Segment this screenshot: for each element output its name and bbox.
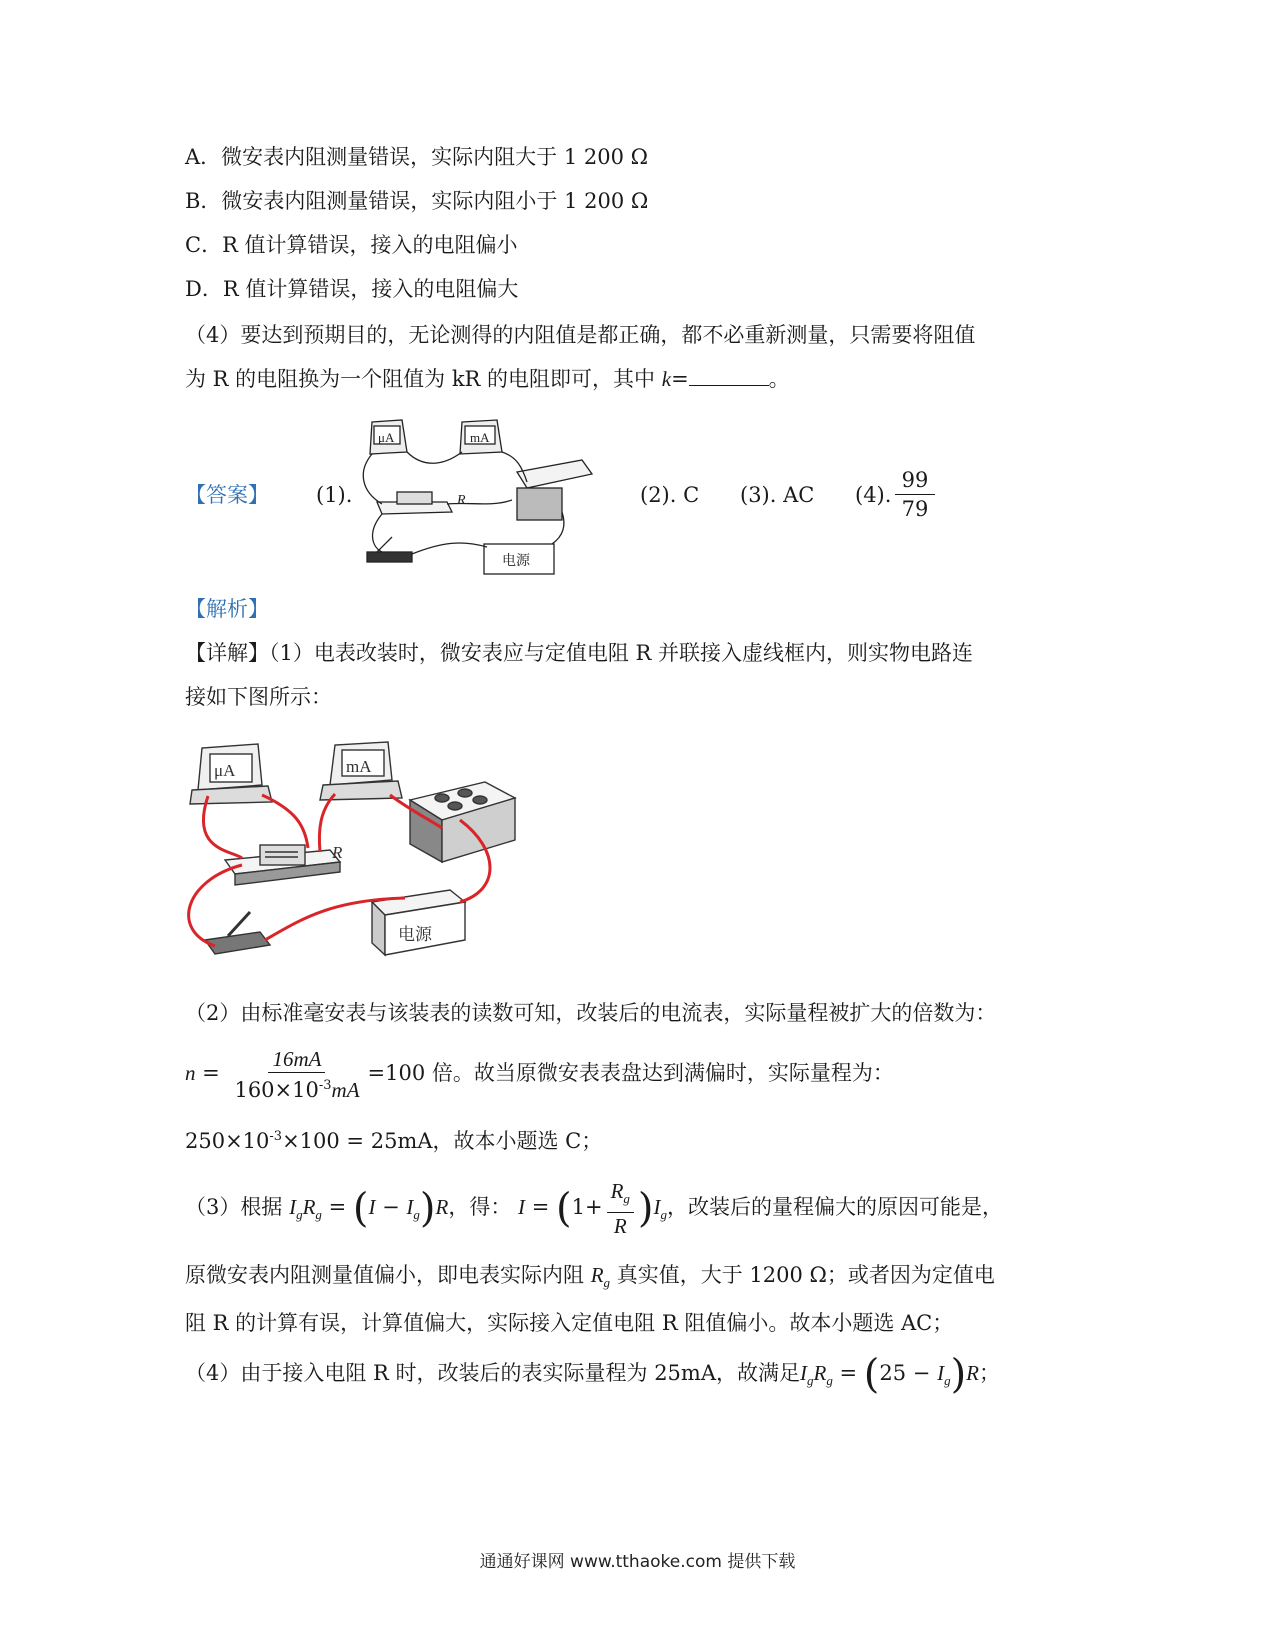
option-c: C．R 值计算错误，接入的电阻偏小 bbox=[185, 233, 518, 257]
answer-blank bbox=[689, 365, 769, 386]
detail-text-1: （1）电表改装时，微安表应与定值电阻 R 并联接入虚线框内，则实物电路连 bbox=[269, 641, 974, 665]
n-den-base: 160×10 bbox=[234, 1078, 319, 1102]
n-denominator bbox=[230, 1073, 363, 1103]
q4-line2 bbox=[185, 364, 790, 394]
calc-line bbox=[185, 1122, 602, 1156]
calc-base: 250×10 bbox=[185, 1129, 270, 1153]
answer-4-denominator: 79 bbox=[901, 497, 929, 521]
detail-tag: 【详解】 bbox=[185, 641, 269, 665]
n-den-unit: mA bbox=[331, 1078, 360, 1102]
n-fraction bbox=[230, 1046, 363, 1103]
r-label: R bbox=[457, 493, 466, 508]
ma-label-large: mA bbox=[346, 757, 372, 776]
n-variable: n bbox=[185, 1061, 196, 1085]
option-a: A．微安表内阻测量错误，实际内阻大于 1 200 Ω bbox=[185, 145, 649, 169]
part4-formula: $I_gR_g$ bbox=[800, 1361, 833, 1389]
r-label-large: R bbox=[332, 843, 343, 862]
ua-label: μA bbox=[378, 430, 395, 445]
equals-sign: = bbox=[671, 367, 689, 391]
power-label-large: 电源 bbox=[398, 925, 432, 944]
formula-igrg: $I_gR_g$ bbox=[289, 1195, 322, 1223]
part2-text: （2）由标准毫安表与该装表的读数可知，改装后的电流表，实际量程被扩大的倍数为： bbox=[185, 1001, 997, 1025]
calc-exp: -3 bbox=[269, 1129, 283, 1144]
detail-line2: 接如下图所示： bbox=[185, 685, 332, 709]
rg-symbol: $R_g$ bbox=[590, 1263, 611, 1291]
answer-4-label: (4). bbox=[855, 483, 892, 507]
footer: 通通好课网 www.tthaoke.com 提供下载 bbox=[479, 1552, 796, 1572]
period: 。 bbox=[768, 367, 790, 391]
analysis-tag: 【解析】 bbox=[185, 597, 269, 621]
answer-3: (3). AC bbox=[740, 483, 815, 507]
q4-line1: （4）要达到预期目的，无论测得的内阻值是都正确，都不必重新测量，只需要将阻值 bbox=[185, 323, 976, 347]
option-d: D．R 值计算错误，接入的电阻偏大 bbox=[185, 277, 519, 301]
calc-rest: ×100 = 25mA，故本小题选 C； bbox=[282, 1129, 603, 1153]
q4-line2-text: 为 R 的电阻换为一个阻值为 kR 的电阻即可，其中 bbox=[185, 367, 662, 391]
n-result-text: =100 倍。故当原微安表表盘达到满偏时，实际量程为： bbox=[367, 1061, 894, 1085]
n-equation: n = $\frac{16mA}{160\times 10^{-3}mA}$ =100 倍。故当原微安表表盘达到满偏时，实际量程为： bbox=[185, 1047, 894, 1102]
part3-line3: 阻 R 的计算有误，计算值偏大，实际接入定值电阻 R 阻值偏小。故本小题选 AC； bbox=[185, 1311, 954, 1335]
n-numerator: 16mA bbox=[268, 1046, 325, 1073]
rg-over-r-fraction: $\frac{R_g}{R}$ bbox=[607, 1178, 634, 1239]
part3-line1: （3）根据 $I_gR_g = (I - I_g)R$，得： I = (1+ $\frac{R_g}{R}$ )$I_g$，改装后的量程偏大的原因可能是， bbox=[185, 1179, 1003, 1239]
answer-tag: 【答案】 bbox=[185, 483, 269, 507]
n-den-exp: -3 bbox=[318, 1078, 332, 1093]
part3-line2-b: 真实值，大于 1200 Ω；或者因为定值电 bbox=[616, 1263, 995, 1287]
part3-intro: （3）根据 bbox=[185, 1195, 283, 1220]
option-b: B．微安表内阻测量错误，实际内阻小于 1 200 Ω bbox=[185, 189, 649, 213]
detail-circuit-diagram bbox=[180, 740, 520, 965]
answer-1-label: (1). bbox=[316, 483, 353, 507]
part3-line2-a: 原微安表内阻测量值偏小，即电表实际内阻 bbox=[185, 1263, 584, 1287]
k-variable: k bbox=[661, 367, 672, 391]
part4-text: （4）由于接入电阻 R 时，改装后的表实际量程为 25mA，故满足 bbox=[185, 1361, 800, 1385]
answer-2: (2). C bbox=[640, 483, 700, 507]
answer-circuit-diagram bbox=[352, 412, 602, 580]
part4-line: （4）由于接入电阻 R 时，改装后的表实际量程为 25mA，故满足$I_gR_g = (25 - I_g)R$； bbox=[185, 1351, 1000, 1398]
answer-4-fraction bbox=[895, 466, 935, 523]
part4-end: ； bbox=[979, 1361, 1000, 1385]
part3-reason: ，改装后的量程偏大的原因可能是， bbox=[667, 1195, 1003, 1220]
part3-get: ，得： bbox=[448, 1195, 512, 1220]
detail-line1 bbox=[185, 638, 973, 668]
part3-line2 bbox=[185, 1260, 995, 1298]
ua-label-large: μA bbox=[214, 761, 236, 780]
answer-4-numerator: 99 bbox=[895, 466, 935, 495]
power-label: 电源 bbox=[502, 554, 530, 569]
ma-label: mA bbox=[470, 430, 490, 445]
